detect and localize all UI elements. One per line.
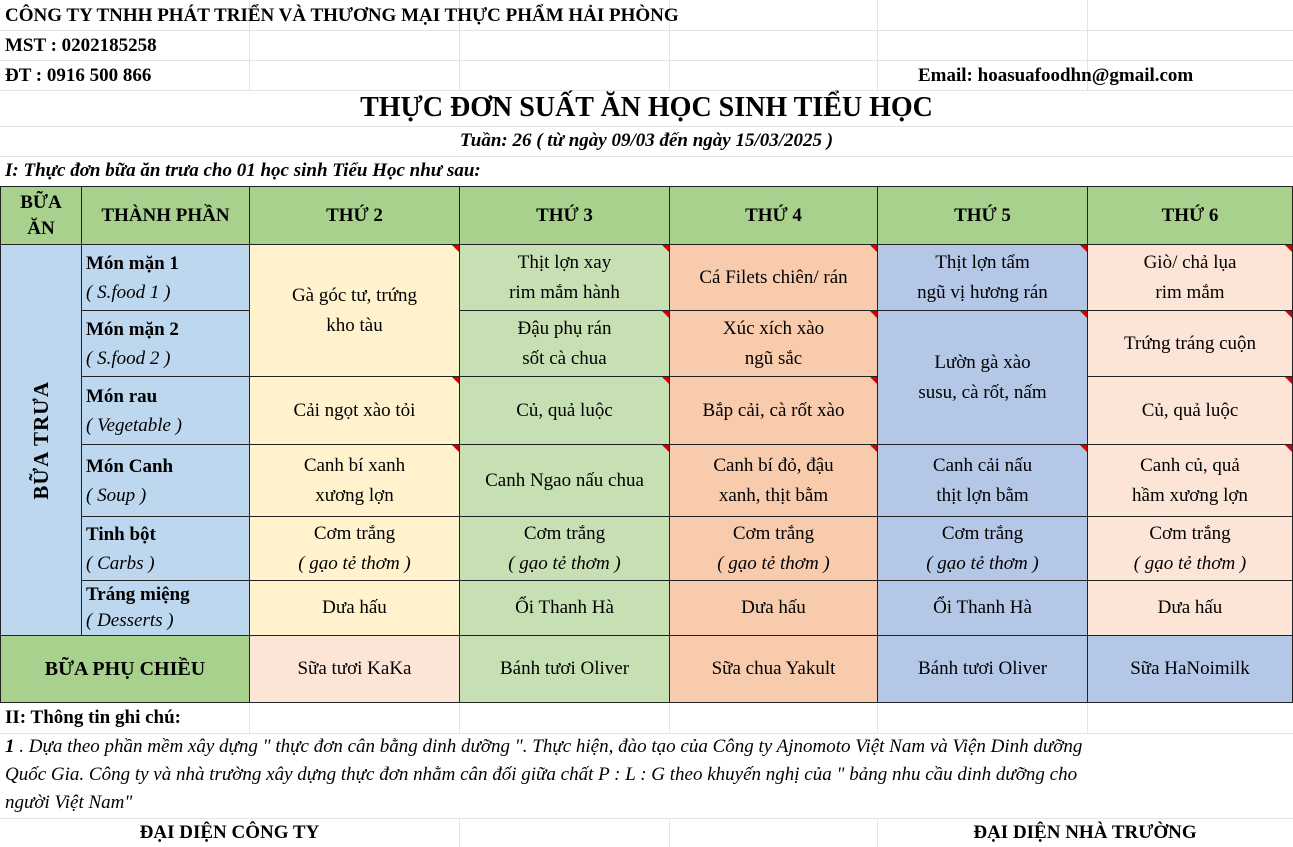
mon2-soup: Canh bí xanh xương lợn <box>250 445 460 517</box>
tax-code: MST : 0202185258 <box>5 35 157 56</box>
mon5-dessert: Ổi Thanh Hà <box>878 581 1088 636</box>
company-representative: ĐẠI DIỆN CÔNG TY <box>139 822 320 843</box>
mon4-carbs: Cơm trắng ( gạo tẻ thơm ) <box>670 517 878 581</box>
mon3-soup: Canh Ngao nấu chua <box>460 445 670 517</box>
mon6-main-1: Giò/ chả lụa rim mắm <box>1088 245 1293 311</box>
mon2-main-dish: Gà góc tư, trứng kho tàu <box>250 245 460 377</box>
note-1 <box>5 733 1290 817</box>
company-name: CÔNG TY TNHH PHÁT TRIỂN VÀ THƯƠNG MẠI THỰC PHẨM HẢI PHÒNG <box>5 5 679 26</box>
mon6-main-2: Trứng tráng cuộn <box>1088 311 1293 377</box>
note-line-3: người Việt Nam" <box>5 792 133 813</box>
component-vegetable: Món rau ( Vegetable ) <box>82 377 250 445</box>
section-2-heading: II: Thông tin ghi chú: <box>5 707 181 728</box>
snack-day-5: Bánh tươi Oliver <box>878 636 1088 703</box>
component-main-1: Món mặn 1 ( S.food 1 ) <box>82 245 250 311</box>
page-title: THỰC ĐƠN SUẤT ĂN HỌC SINH TIỂU HỌC <box>360 92 933 123</box>
mon5-soup: Canh cải nấu thịt lợn bằm <box>878 445 1088 517</box>
snack-label: BỮA PHỤ CHIỀU <box>1 636 250 703</box>
mon2-vegetable: Cải ngọt xào tỏi <box>250 377 460 445</box>
component-soup: Món Canh ( Soup ) <box>82 445 250 517</box>
mon2-carbs: Cơm trắng ( gạo tẻ thơm ) <box>250 517 460 581</box>
snack-day-3: Bánh tươi Oliver <box>460 636 670 703</box>
mon4-vegetable: Bắp cải, cà rốt xào <box>670 377 878 445</box>
snack-day-2: Sữa tươi KaKa <box>250 636 460 703</box>
component-desserts: Tráng miệng ( Desserts ) <box>82 581 250 636</box>
school-representative: ĐẠI DIỆN NHÀ TRƯỜNG <box>973 822 1197 843</box>
header-meal: BỮA ĂN <box>1 187 82 245</box>
lunch-label-cell <box>1 245 82 636</box>
mon6-carbs: Cơm trắng ( gạo tẻ thơm ) <box>1088 517 1293 581</box>
note-number: 1 <box>5 736 15 757</box>
mon4-dessert: Dưa hấu <box>670 581 878 636</box>
lunch-label: BỮA TRƯA <box>29 380 53 500</box>
snack-day-4: Sữa chua Yakult <box>670 636 878 703</box>
mon3-carbs: Cơm trắng ( gạo tẻ thơm ) <box>460 517 670 581</box>
note-line-2: Quốc Gia. Công ty và nhà trường xây dựng thực đơn nhằm cân đối giữa chất P : L : G theo khuyến nghị của " bảng nhu cầu dinh dưỡng cho <box>5 764 1078 785</box>
mon3-main-1: Thịt lợn xay rim mắm hành <box>460 245 670 311</box>
mon4-soup: Canh bí đỏ, đậu xanh, thịt bằm <box>670 445 878 517</box>
header-day-6: THỨ 6 <box>1088 187 1293 245</box>
mon6-vegetable: Củ, quả luộc <box>1088 377 1293 445</box>
mon5-main-2-vegetable: Lườn gà xào susu, cà rốt, nấm <box>878 311 1088 445</box>
snack-day-6: Sữa HaNoimilk <box>1088 636 1293 703</box>
note-line-1: . Dựa theo phần mềm xây dựng " thực đơn cân bằng dinh dưỡng ". Thực hiện, đào tạo của Công ty Ajnomoto Việt Nam và Viện Dinh dưỡng <box>14 736 1083 757</box>
mon5-carbs: Cơm trắng ( gạo tẻ thơm ) <box>878 517 1088 581</box>
week-subtitle: Tuần: 26 ( từ ngày 09/03 đến ngày 15/03/2025 ) <box>459 130 834 151</box>
menu-table <box>0 186 1293 703</box>
mon2-dessert: Dưa hấu <box>250 581 460 636</box>
mon3-vegetable: Củ, quả luộc <box>460 377 670 445</box>
section-1-heading: I: Thực đơn bữa ăn trưa cho 01 học sinh Tiểu Học như sau: <box>5 160 481 181</box>
component-carbs: Tinh bột ( Carbs ) <box>82 517 250 581</box>
header-day-4: THỨ 4 <box>670 187 878 245</box>
email-address: Email: hoasuafoodhn@gmail.com <box>918 65 1194 86</box>
mon3-dessert: Ổi Thanh Hà <box>460 581 670 636</box>
phone-number: ĐT : 0916 500 866 <box>5 65 152 86</box>
header-day-2: THỨ 2 <box>250 187 460 245</box>
mon4-main-1: Cá Filets chiên/ rán <box>670 245 878 311</box>
header-component: THÀNH PHẦN <box>82 187 250 245</box>
mon5-main-1: Thịt lợn tẩm ngũ vị hương rán <box>878 245 1088 311</box>
mon3-main-2: Đậu phụ rán sốt cà chua <box>460 311 670 377</box>
mon6-soup: Canh củ, quả hầm xương lợn <box>1088 445 1293 517</box>
mon4-main-2: Xúc xích xào ngũ sắc <box>670 311 878 377</box>
mon6-dessert: Dưa hấu <box>1088 581 1293 636</box>
header-day-3: THỨ 3 <box>460 187 670 245</box>
header-day-5: THỨ 5 <box>878 187 1088 245</box>
component-main-2: Món mặn 2 ( S.food 2 ) <box>82 311 250 377</box>
